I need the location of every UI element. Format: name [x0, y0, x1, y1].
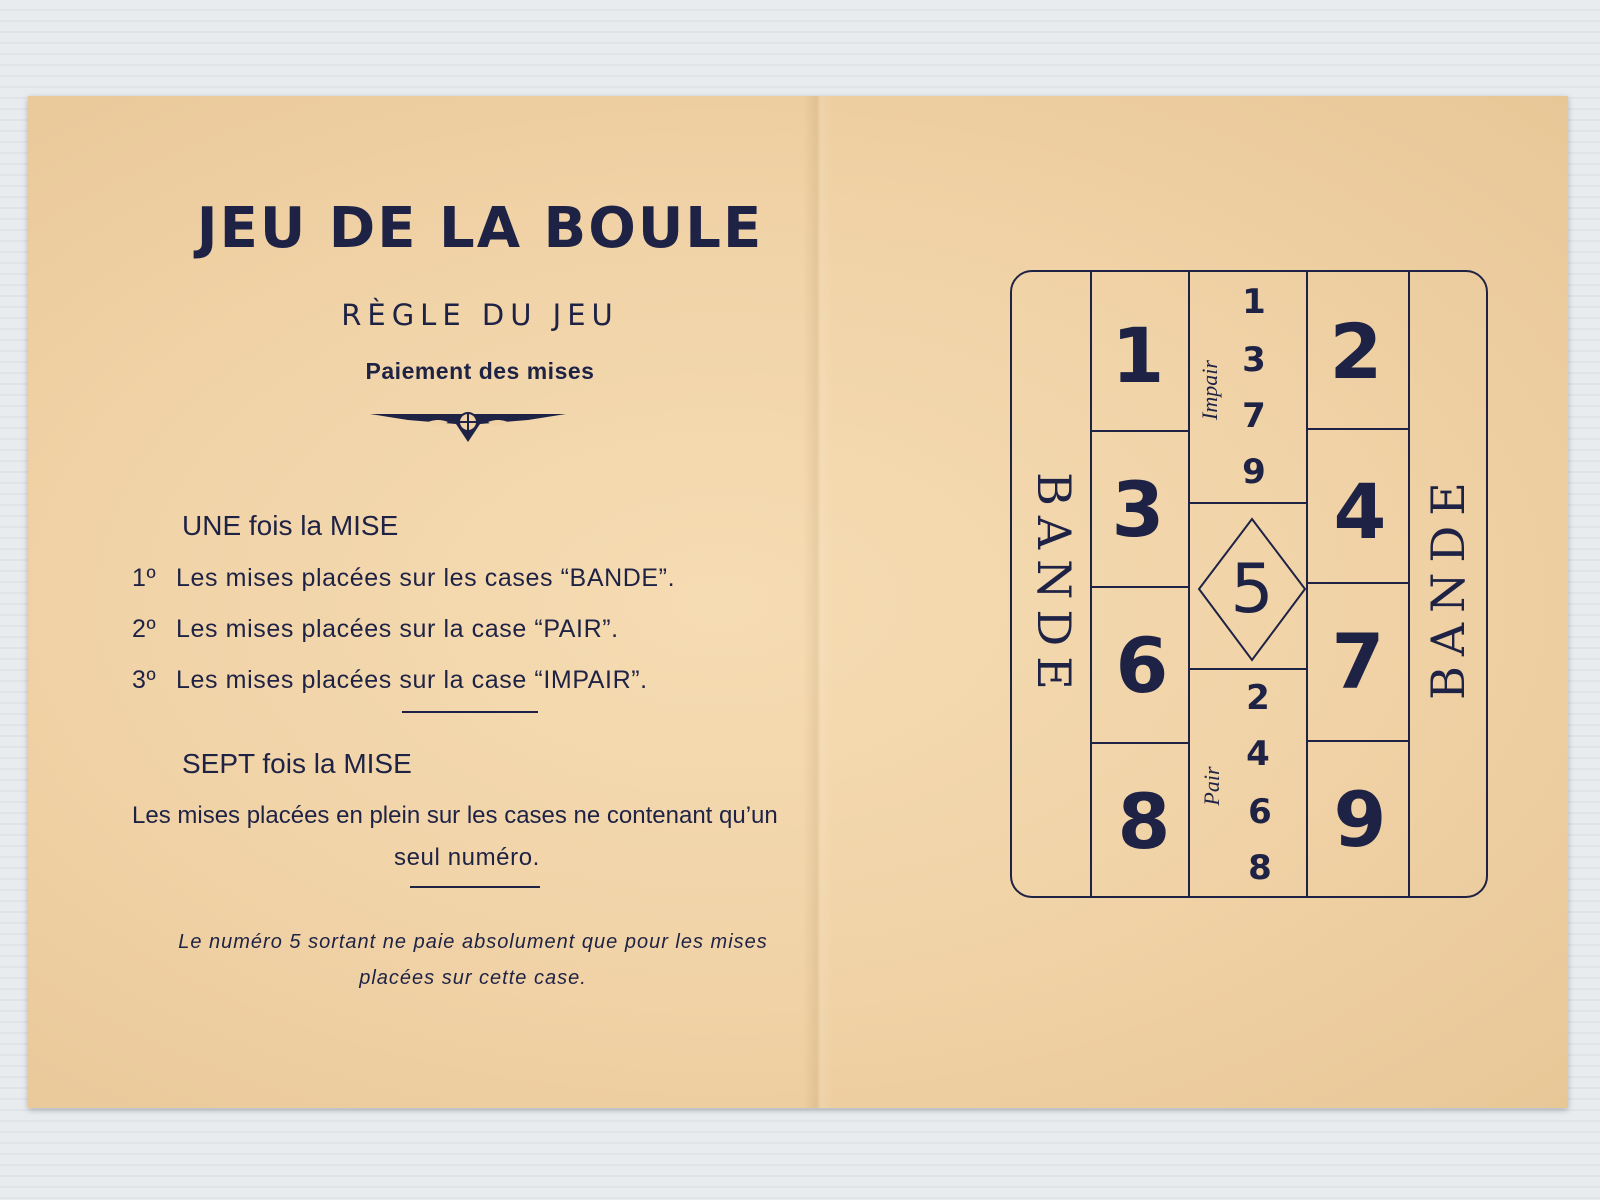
- rule-2-number: 2º: [132, 615, 157, 643]
- payment-heading: Paiement des mises: [365, 358, 595, 384]
- betting-board: [1010, 270, 1488, 898]
- divider-1: [402, 711, 538, 713]
- impair-number-3: 3: [1242, 340, 1266, 380]
- cell-2: 2: [1329, 307, 1383, 396]
- right-row-line-2: [1306, 582, 1408, 584]
- cell-3: 3: [1111, 465, 1165, 554]
- impair-number-9: 9: [1242, 452, 1266, 492]
- pair-number-6: 6: [1248, 792, 1272, 832]
- board-divider-4: [1408, 272, 1410, 896]
- bande-right-cell: BANDE: [1421, 472, 1475, 700]
- section2-line1: Les mises placées en plein sur les cases ne contenant qu’un: [132, 802, 778, 829]
- left-row-line-3: [1090, 742, 1188, 744]
- cell-7: 7: [1331, 617, 1385, 706]
- cell-6: 6: [1115, 621, 1169, 710]
- center-line-1: [1188, 502, 1306, 504]
- cell-9: 9: [1333, 775, 1387, 864]
- note-line-2: placées sur cette case.: [359, 967, 587, 989]
- pair-number-4: 4: [1246, 734, 1270, 774]
- document-subtitle: RÈGLE DU JEU: [341, 298, 619, 332]
- pair-label: Pair: [1199, 766, 1224, 806]
- rule-1-text: Les mises placées sur les cases “BANDE”.: [176, 564, 676, 592]
- section2-heading: SEPT fois la MISE: [182, 748, 412, 779]
- cell-5: 5: [1230, 550, 1274, 629]
- impair-number-7: 7: [1242, 396, 1266, 436]
- board-divider-2: [1188, 272, 1190, 896]
- left-row-line-2: [1090, 586, 1188, 588]
- note-line-1: Le numéro 5 sortant ne paie absolument que pour les mises: [178, 931, 768, 953]
- rule-3: [132, 666, 648, 695]
- rule-2-text: Les mises placées sur la case “PAIR”.: [176, 615, 619, 643]
- cell-1: 1: [1111, 311, 1165, 400]
- impair-label: Impair: [1197, 360, 1222, 420]
- right-row-line-3: [1306, 740, 1408, 742]
- rule-2: [132, 615, 619, 644]
- divider-2: [410, 886, 540, 888]
- rule-3-text: Les mises placées sur la case “IMPAIR”.: [176, 666, 648, 694]
- left-row-line-1: [1090, 430, 1188, 432]
- document-title: JEU DE LA BOULE: [196, 196, 764, 261]
- rule-1: [132, 564, 675, 593]
- number-five-note: [128, 924, 818, 996]
- pair-number-8: 8: [1248, 848, 1272, 888]
- impair-number-1: 1: [1242, 282, 1266, 322]
- center-line-2: [1188, 668, 1306, 670]
- rule-1-number: 1º: [132, 564, 157, 592]
- section1-heading: UNE fois la MISE: [182, 510, 399, 541]
- ornament-icon: [368, 408, 568, 448]
- cell-4: 4: [1333, 467, 1387, 556]
- right-row-line-1: [1306, 428, 1408, 430]
- rule-3-number: 3º: [132, 666, 157, 694]
- cell-8: 8: [1117, 777, 1171, 866]
- pair-number-2: 2: [1246, 678, 1270, 718]
- section2-line2: seul numéro.: [394, 844, 540, 871]
- board-divider-1: [1090, 272, 1092, 896]
- bande-left-cell: BANDE: [1027, 472, 1081, 700]
